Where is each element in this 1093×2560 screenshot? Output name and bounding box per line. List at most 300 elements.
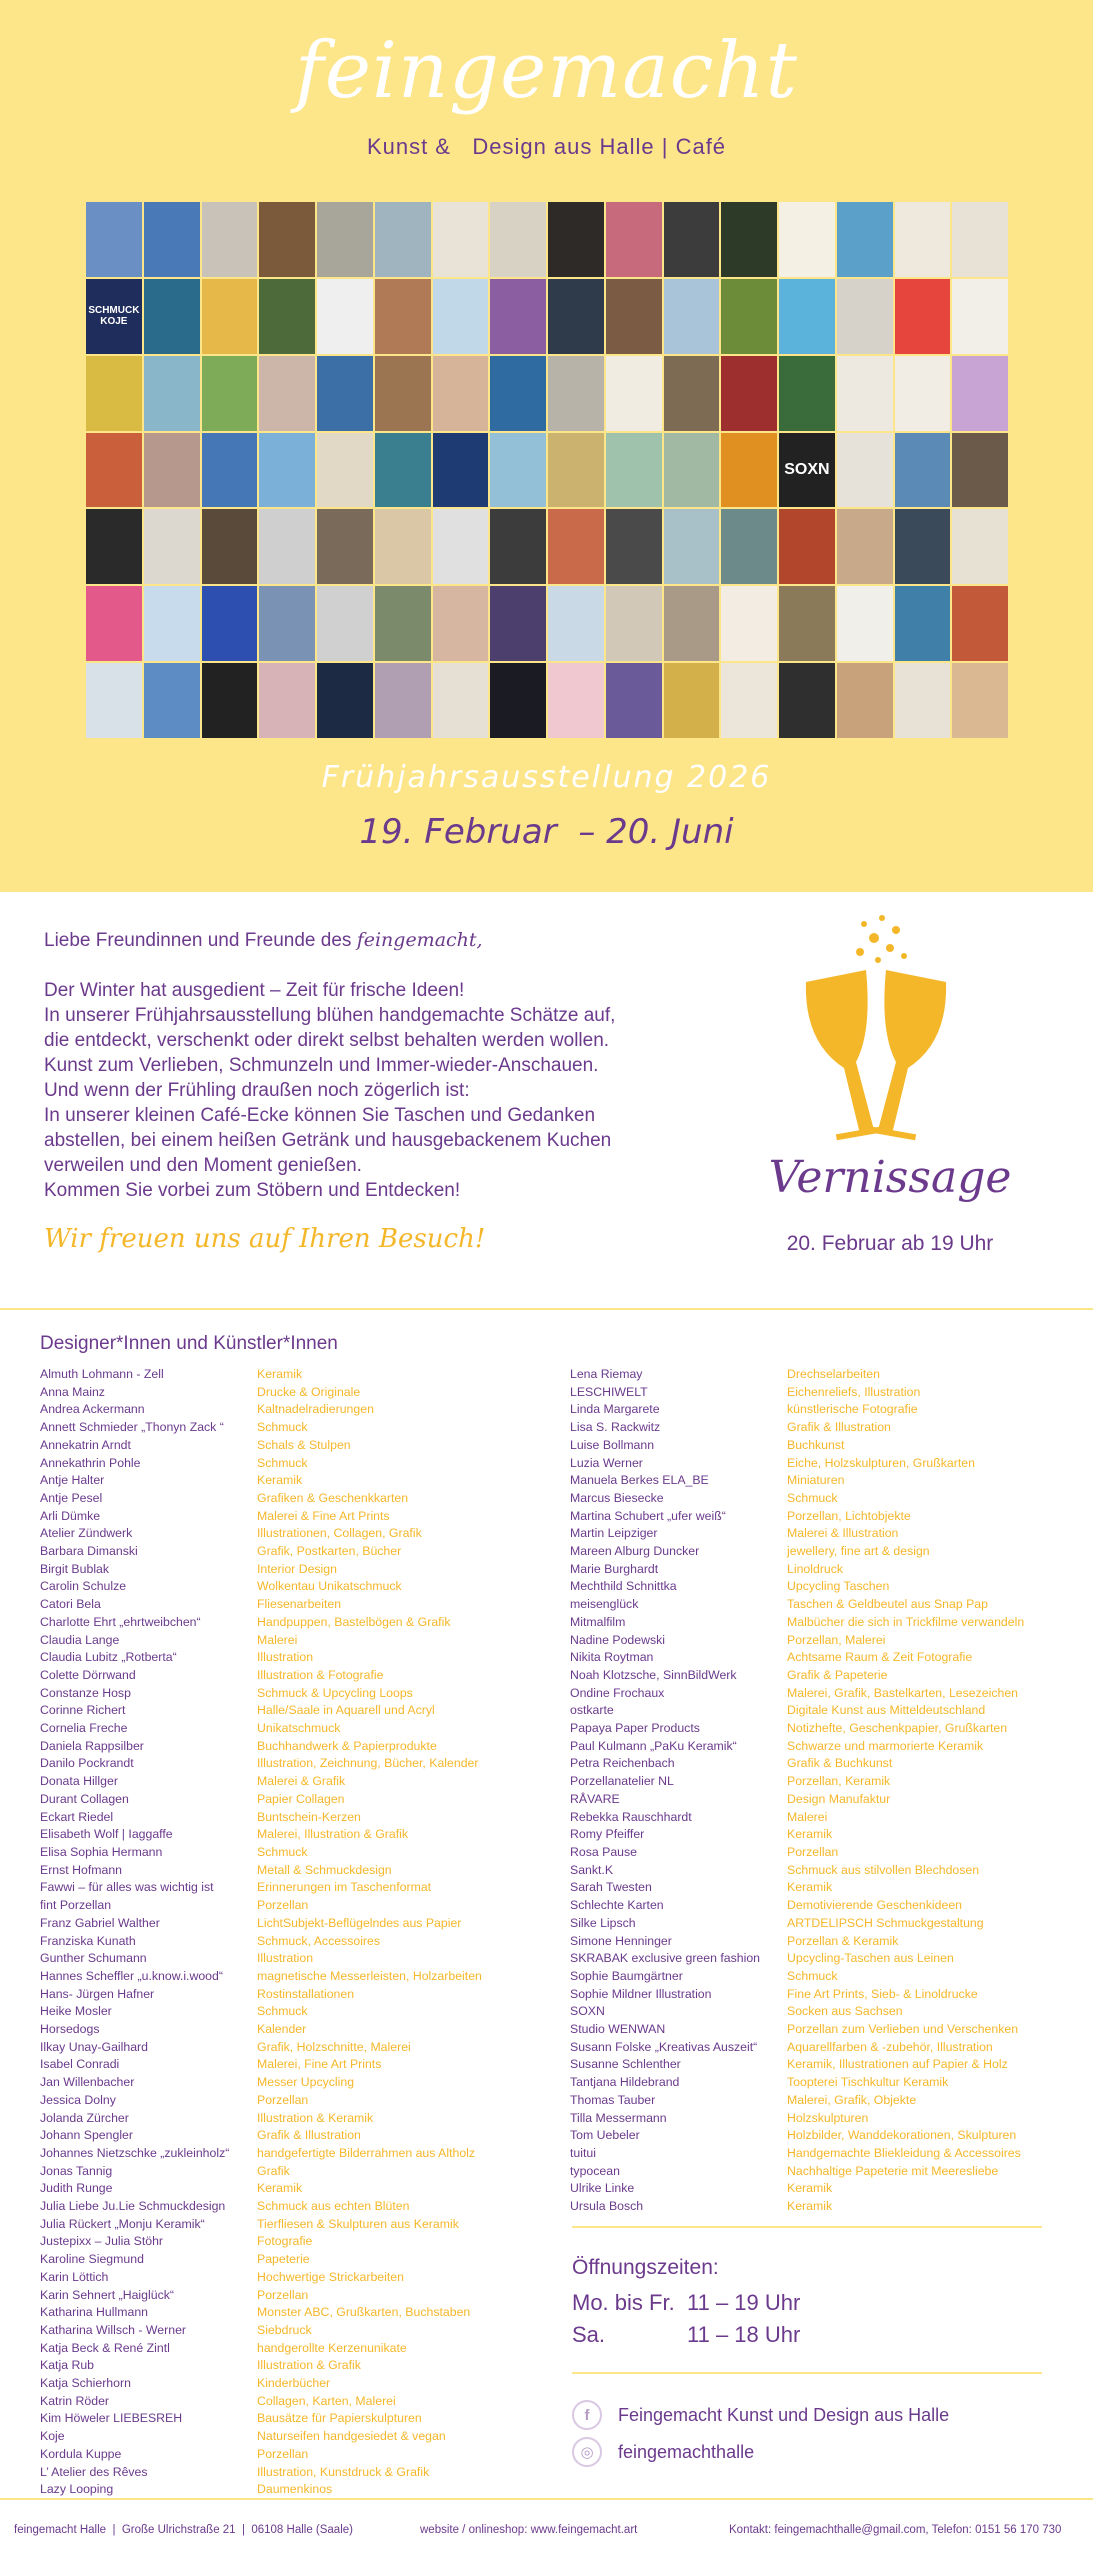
artwork-tile <box>664 509 720 584</box>
designer-craft: Malerei & Illustration <box>787 1526 899 1541</box>
designer-craft: Daumenkinos <box>257 2482 333 2497</box>
artwork-tile <box>895 663 951 738</box>
designer-craft: Malerei <box>787 1809 828 1824</box>
artwork-tile <box>837 586 893 661</box>
designer-craft: Schmuck <box>257 1844 308 1859</box>
artwork-tile <box>259 202 315 277</box>
designer-craft: Rostinstallationen <box>257 1986 355 2001</box>
artwork-tile <box>837 433 893 508</box>
designer-craft: Toopterei Tischkultur Keramik <box>787 2075 949 2090</box>
designer-craft: Naturseifen handgesiedet & vegan <box>257 2429 446 2444</box>
artwork-tile <box>952 279 1008 354</box>
designer-name: Ondine Frochaux <box>570 1685 665 1700</box>
artwork-tile <box>837 663 893 738</box>
designer-craft: Schmuck <box>787 1490 838 1505</box>
designer-craft: Illustration & Keramik <box>257 2110 374 2125</box>
designer-name: SKRABAK exclusive green fashion <box>570 1951 761 1966</box>
artwork-tile <box>259 433 315 508</box>
artwork-tile <box>664 663 720 738</box>
artwork-tile <box>721 586 777 661</box>
artwork-tile <box>895 202 951 277</box>
instagram-icon: ◎ <box>572 2437 602 2467</box>
artwork-tile <box>433 279 489 354</box>
artwork-tile <box>664 202 720 277</box>
designer-name: SOXN <box>570 2004 605 2019</box>
designer-name: Andrea Ackermann <box>40 1402 145 1417</box>
designer-name: Sarah Twesten <box>570 1880 652 1895</box>
artwork-tile <box>490 356 546 431</box>
artwork-tile <box>721 356 777 431</box>
designer-name: Daniela Rappsilber <box>40 1738 144 1753</box>
designer-name: Annett Schmieder „Thonyn Zack “ <box>40 1420 224 1435</box>
designer-name: Katja Beck & René Zintl <box>40 2340 170 2355</box>
artwork-tile <box>259 356 315 431</box>
artwork-tile <box>144 356 200 431</box>
artwork-tile <box>895 433 951 508</box>
designer-craft: Fotografie <box>257 2234 313 2249</box>
greeting-brand: feingemacht, <box>356 929 483 951</box>
designer-craft: Illustration & Fotografie <box>257 1667 384 1682</box>
designer-name: Anna Mainz <box>40 1384 105 1399</box>
designer-name: Susanne Schlenther <box>570 2057 681 2072</box>
letter-line: verweilen und den Moment genießen. <box>44 1155 362 1176</box>
letter-line: abstellen, bei einem heißen Getränk und hausgebackenem Kuchen <box>44 1130 612 1151</box>
designer-name: fint Porzellan <box>40 1898 112 1913</box>
designer-craft: Porzellan, Keramik <box>787 1774 891 1789</box>
designer-craft: Handgemachte Bliekleidung & Accessoires <box>787 2145 1021 2160</box>
designer-craft: Buntschein-Kerzen <box>257 1809 361 1824</box>
designer-name: Johann Spengler <box>40 2128 133 2143</box>
designer-craft: Wolkentau Unikatschmuck <box>257 1579 402 1594</box>
designer-name: Antje Pesel <box>40 1490 103 1505</box>
designer-name: Mareen Alburg Duncker <box>570 1544 700 1559</box>
designer-craft: Porzellan <box>257 2446 309 2461</box>
artwork-tile <box>664 586 720 661</box>
artwork-mosaic <box>86 202 1008 738</box>
artwork-tile <box>144 433 200 508</box>
designer-name: Ulrike Linke <box>570 2181 635 2196</box>
designer-craft: ARTDELIPSCH Schmuckgestaltung <box>787 1915 984 1930</box>
designer-craft: Kaltnadelradierungen <box>257 1402 374 1417</box>
artwork-tile <box>202 202 258 277</box>
designer-name: Claudia Lange <box>40 1632 120 1647</box>
designer-names-column-2 <box>570 1366 760 2216</box>
designer-craft: Grafik & Illustration <box>257 2128 361 2143</box>
designer-craft: Keramik <box>257 1367 303 1381</box>
designer-name: Colette Dörrwand <box>40 1667 136 1682</box>
designer-craft: jewellery, fine art & design <box>787 1544 930 1559</box>
designer-name: Jonas Tannig <box>40 2163 113 2178</box>
artwork-tile <box>433 509 489 584</box>
designer-name: Karin Sehnert „Haiglück“ <box>40 2287 174 2302</box>
logo-wordmark: feingemacht <box>294 26 799 116</box>
exhibition-title: Frühjahrsausstellung 2026 <box>321 760 772 795</box>
artwork-tile <box>664 279 720 354</box>
artwork-tile <box>952 202 1008 277</box>
designer-name: Justepixx – Julia Stöhr <box>40 2234 164 2249</box>
designer-name: Karin Löttich <box>40 2269 109 2284</box>
designer-craft: Porzellan, Lichtobjekte <box>787 1508 911 1523</box>
designer-name: Hans- Jürgen Hafner <box>40 1986 155 2001</box>
artwork-tile <box>317 509 373 584</box>
designer-name: Schlechte Karten <box>570 1898 664 1913</box>
designer-name: Durant Collagen <box>40 1791 129 1806</box>
artwork-tile <box>86 433 142 508</box>
artwork-tile <box>548 586 604 661</box>
designer-craft: Bausätze für Papierskulpturen <box>257 2411 422 2426</box>
designer-craft: Schmuck <box>257 2004 308 2019</box>
designer-name: Mitmalfilm <box>570 1614 626 1629</box>
designer-craft: Handpuppen, Bastelbögen & Grafik <box>257 1614 451 1629</box>
artwork-tile <box>837 279 893 354</box>
artwork-tile <box>490 663 546 738</box>
designer-craft: Malerei, Illustration & Grafik <box>257 1827 409 1842</box>
instagram-link[interactable] <box>572 2437 754 2467</box>
designer-name: Martin Leipziger <box>570 1526 658 1541</box>
artwork-tile <box>202 356 258 431</box>
designer-craft: Schmuck aus stilvollen Blechdosen <box>787 1862 980 1877</box>
designer-name: Katharina Willsch - Werner <box>40 2322 187 2337</box>
designer-craft: Malerei <box>257 1632 298 1647</box>
designer-name: Martina Schubert „ufer weiß“ <box>570 1508 726 1523</box>
designer-name: Corinne Richert <box>40 1703 126 1718</box>
artwork-tile <box>144 202 200 277</box>
hours-row-saturday <box>572 2322 800 2348</box>
designer-name: Tom Uebeler <box>570 2128 640 2143</box>
footer-address: feingemacht Halle | Große Ulrichstraße 21 | 06108 Halle (Saale) <box>14 2524 353 2536</box>
artwork-tile <box>490 586 546 661</box>
artwork-tile <box>606 202 662 277</box>
designer-name: Katja Schierhorn <box>40 2376 131 2391</box>
designer-craft: Holzskulpturen <box>787 2110 869 2125</box>
designer-name: Barbara Dimanski <box>40 1544 138 1559</box>
artwork-tile <box>952 586 1008 661</box>
designer-craft: Malerei, Grafik, Objekte <box>787 2092 917 2107</box>
designer-craft: Illustration, Kunstdruck & Grafik <box>257 2464 430 2479</box>
designer-craft: Keramik <box>787 2199 833 2214</box>
designer-craft: Schals & Stulpen <box>257 1437 351 1452</box>
designer-name: Paul Kulmann „PaKu Keramik“ <box>570 1738 737 1753</box>
vernissage-date: 20. Februar ab 19 Uhr <box>786 1232 994 1255</box>
designer-craft: Illustrationen, Collagen, Grafik <box>257 1526 422 1541</box>
designer-craft: Upcycling Taschen <box>787 1579 890 1594</box>
designer-craft: Grafik <box>257 2163 290 2178</box>
designers-heading: Designer*Innen und Künstler*Innen <box>40 1333 338 1354</box>
greeting-prefix: Liebe Freundinnen und Freunde des <box>44 930 357 951</box>
artwork-tile <box>86 356 142 431</box>
designer-name: ostkarte <box>570 1703 614 1718</box>
artwork-tile <box>202 433 258 508</box>
artwork-tile <box>375 279 431 354</box>
artwork-tile <box>317 586 373 661</box>
designer-name: Koje <box>40 2429 65 2444</box>
champagne-glasses-icon <box>786 912 966 1152</box>
designer-name: Susann Folske „Kreativas Auszeit“ <box>570 2039 758 2054</box>
designer-name: Hannes Scheffler „u.know.i.wood“ <box>40 1968 223 1983</box>
designer-craft: Achtsame Raum & Zeit Fotografie <box>787 1650 973 1665</box>
artwork-tile <box>895 586 951 661</box>
designer-craft: magnetische Messerleisten, Holzarbeiten <box>257 1968 482 1983</box>
footer-website-link[interactable]: website / onlineshop: www.feingemacht.art <box>420 2524 638 2536</box>
artwork-tile <box>86 586 142 661</box>
artwork-tile <box>375 663 431 738</box>
designer-craft: Kalender <box>257 2022 307 2037</box>
designer-name: Claudia Lubitz „Rotberta“ <box>40 1650 177 1665</box>
designer-name: Atelier Zündwerk <box>40 1526 133 1541</box>
designer-craft: Porzellan zum Verlieben und Verschenken <box>787 2022 1019 2037</box>
designer-craft: Grafik & Papeterie <box>787 1667 888 1682</box>
designer-name: Simone Henninger <box>570 1933 672 1948</box>
artwork-tile <box>779 356 835 431</box>
designer-craft: Demotivierende Geschenkideen <box>787 1898 962 1913</box>
designer-craft: Design Manufaktur <box>787 1791 891 1806</box>
designer-craft: Notizhefte, Geschenkpapier, Grußkarten <box>787 1721 1008 1736</box>
designer-name: Judith Runge <box>40 2181 113 2196</box>
artwork-tile <box>952 509 1008 584</box>
designer-craft: Papier Collagen <box>257 1791 345 1806</box>
designer-name: Thomas Tauber <box>570 2092 656 2107</box>
designer-name: Noah Klotzsche, SinnBildWerk <box>570 1667 737 1682</box>
designer-craft: Nachhaltige Papeterie mit Meeresliebe <box>787 2163 999 2178</box>
designer-craft: Porzellan <box>257 1898 309 1913</box>
designer-craft: Malbücher die sich in Trickfilme verwandeln <box>787 1614 1025 1629</box>
designer-craft: Grafiken & Geschenkkarten <box>257 1490 409 1505</box>
artwork-tile <box>779 663 835 738</box>
designer-craft: Grafik & Buchkunst <box>787 1756 893 1771</box>
hours-time: 11 – 18 Uhr <box>687 2322 801 2347</box>
designer-craft: Porzellan <box>257 2092 309 2107</box>
designer-name: Katrin Röder <box>40 2393 110 2408</box>
artwork-tile <box>317 356 373 431</box>
designer-craft: Monster ABC, Grußkarten, Buchstaben <box>257 2305 471 2320</box>
facebook-link[interactable] <box>572 2400 949 2430</box>
artwork-tile <box>375 356 431 431</box>
designer-name: Arli Dümke <box>40 1508 101 1523</box>
signoff: Wir freuen uns auf Ihren Besuch! <box>44 1224 486 1254</box>
artwork-tile <box>548 279 604 354</box>
designer-name: Sophie Baumgärtner <box>570 1968 683 1983</box>
artwork-tile <box>86 202 142 277</box>
designer-craft: Schmuck <box>257 1420 308 1435</box>
designer-craft: Collagen, Karten, Malerei <box>257 2393 396 2408</box>
designer-craft: Schmuck, Accessoires <box>257 1933 381 1948</box>
designer-name: Katharina Hullmann <box>40 2305 149 2320</box>
hours-row-weekdays <box>572 2290 800 2316</box>
artwork-tile <box>895 356 951 431</box>
designer-craft: Papeterie <box>257 2252 310 2267</box>
designer-craft: Malerei & Grafik <box>257 1774 346 1789</box>
designer-craft: Porzellan <box>787 1844 839 1859</box>
letter-line: Und wenn der Frühling draußen noch zögerlich ist: <box>44 1080 470 1101</box>
hours-divider-top <box>572 2226 1042 2228</box>
letter-line: In unserer kleinen Café-Ecke können Sie Taschen und Gedanken <box>44 1105 596 1126</box>
facebook-label: Feingemacht Kunst und Design aus Halle <box>618 2404 950 2425</box>
artwork-tile <box>548 663 604 738</box>
designer-name: Isabel Conradi <box>40 2057 120 2072</box>
designer-craft: Kinderbücher <box>257 2376 331 2391</box>
designer-craft: Hochwertige Strickarbeiten <box>257 2269 404 2284</box>
artwork-tile <box>144 663 200 738</box>
designer-craft: Keramik, Illustrationen auf Papier & Holz <box>787 2057 1008 2072</box>
artwork-tile <box>548 356 604 431</box>
designer-name: Kim Höweler LIEBESREH <box>40 2411 183 2426</box>
artwork-tile <box>86 663 142 738</box>
artwork-tile <box>895 509 951 584</box>
designer-name: RÅVARE <box>570 1791 620 1806</box>
designer-name: Luzia Werner <box>570 1455 643 1470</box>
artwork-tile <box>721 202 777 277</box>
designer-craft: Erinnerungen im Taschenformat <box>257 1880 432 1895</box>
designer-names-column-1 <box>40 1366 229 2499</box>
designer-name: Silke Lipsch <box>570 1915 636 1930</box>
artwork-tile <box>548 433 604 508</box>
designer-name: Nikita Roytman <box>570 1650 654 1665</box>
designer-name: Franz Gabriel Walther <box>40 1915 160 1930</box>
designer-craft: Malerei, Fine Art Prints <box>257 2057 382 2072</box>
designer-name: Birgit Bublak <box>40 1561 110 1576</box>
artwork-tile <box>317 663 373 738</box>
designer-name: Karoline Siegmund <box>40 2252 144 2267</box>
designer-craft: Schmuck <box>257 1455 308 1470</box>
designer-name: Manuela Berkes ELA_BE <box>570 1473 709 1488</box>
designer-name: Tilla Messermann <box>570 2110 667 2125</box>
designer-name: Antje Halter <box>40 1473 105 1488</box>
designer-name: Donata Hillger <box>40 1774 118 1789</box>
designer-craft: Aquarellfarben & -zubehör, Illustration <box>787 2039 993 2054</box>
designer-craft: Digitale Kunst aus Mitteldeutschland <box>787 1703 986 1718</box>
designer-craft: handgefertigte Bilderrahmen aus Altholz <box>257 2145 476 2160</box>
designer-name: Franziska Kunath <box>40 1933 136 1948</box>
artwork-tile: SOXN <box>779 433 835 508</box>
artwork-tile <box>779 586 835 661</box>
designer-name: Jan Willenbacher <box>40 2075 135 2090</box>
designer-name: Romy Pfeiffer <box>570 1827 645 1842</box>
artwork-tile <box>952 663 1008 738</box>
designer-name: Elisabeth Wolf | Iaggaffe <box>40 1827 173 1842</box>
designer-craft: Keramik <box>257 2181 303 2196</box>
designer-name: Gunther Schumann <box>40 1951 147 1966</box>
designer-name: Kordula Kuppe <box>40 2446 122 2461</box>
artwork-tile <box>490 202 546 277</box>
designer-craft: Illustration & Grafik <box>257 2358 361 2373</box>
artwork-tile <box>317 279 373 354</box>
artwork-tile <box>144 509 200 584</box>
designer-name: Elisa Sophia Hermann <box>40 1844 163 1859</box>
designer-name: Almuth Lohmann - Zell <box>40 1367 164 1381</box>
vernissage-title: Vernissage <box>768 1152 1012 1203</box>
designer-name: Porzellanatelier NL <box>570 1774 674 1789</box>
artwork-tile <box>664 356 720 431</box>
artwork-tile <box>721 509 777 584</box>
designer-crafts-column-1 <box>257 1366 482 2499</box>
artwork-tile <box>202 663 258 738</box>
artwork-tile: SCHMUCK KOJE <box>86 279 142 354</box>
artwork-tile <box>490 509 546 584</box>
designer-name: Ernst Hofmann <box>40 1862 123 1877</box>
artwork-tile <box>259 586 315 661</box>
designer-name: Lazy Looping <box>40 2482 114 2497</box>
designer-name: Tantjana Hildebrand <box>570 2075 680 2090</box>
artwork-tile <box>490 433 546 508</box>
designer-craft: handgerollte Kerzenunikate <box>257 2340 407 2355</box>
designer-craft: Fliesenarbeiten <box>257 1597 342 1612</box>
designer-name: Jolanda Zürcher <box>40 2110 129 2125</box>
artwork-tile <box>779 279 835 354</box>
designer-name: meisenglück <box>570 1597 639 1612</box>
designer-name: tuitui <box>570 2145 596 2160</box>
designer-craft: Holzbilder, Wanddekorationen, Skulpturen <box>787 2128 1017 2143</box>
greeting <box>44 928 704 953</box>
invitation-letter <box>44 928 704 1203</box>
designer-craft: Tierfliesen & Skulpturen aus Keramik <box>257 2216 459 2231</box>
designer-craft: Drechselarbeiten <box>787 1367 880 1381</box>
artwork-tile <box>259 663 315 738</box>
designer-name: Eckart Riedel <box>40 1809 114 1824</box>
designer-craft: Eiche, Holzskulpturen, Grußkarten <box>787 1455 975 1470</box>
designer-craft: Unikatschmuck <box>257 1721 341 1736</box>
designer-name: Luise Bollmann <box>570 1437 655 1452</box>
designer-name: Studio WENWAN <box>570 2022 666 2037</box>
opening-hours-title: Öffnungszeiten: <box>572 2256 719 2279</box>
artwork-tile <box>779 202 835 277</box>
designer-name: LESCHIWELT <box>570 1384 648 1399</box>
designer-name: Lisa S. Rackwitz <box>570 1420 661 1435</box>
letter-line: In unserer Frühjahrsausstellung blühen handgemachte Schätze auf, <box>44 1005 616 1026</box>
designer-craft: LichtSubjekt-Beflügelndes aus Papier <box>257 1915 462 1930</box>
designer-craft: Keramik <box>787 1880 833 1895</box>
designer-craft: Illustration, Zeichnung, Bücher, Kalender <box>257 1756 479 1771</box>
designer-craft: Keramik <box>787 2181 833 2196</box>
artwork-tile <box>606 586 662 661</box>
designer-name: Constanze Hosp <box>40 1685 131 1700</box>
designer-name: Ursula Bosch <box>570 2199 644 2214</box>
artwork-tile <box>895 279 951 354</box>
designer-craft: Miniaturen <box>787 1473 845 1488</box>
artwork-tile <box>375 202 431 277</box>
designer-craft: Eichenreliefs, Illustration <box>787 1384 921 1399</box>
artwork-tile <box>837 202 893 277</box>
artwork-tile <box>606 509 662 584</box>
letter-line: die entdeckt, verschenkt oder direkt selbst behalten werden wollen. <box>44 1030 610 1051</box>
designer-name: Horsedogs <box>40 2022 100 2037</box>
designer-craft: Illustration <box>257 1650 314 1665</box>
artwork-tile <box>202 509 258 584</box>
artwork-tile <box>86 509 142 584</box>
designer-craft: Schmuck <box>787 1968 838 1983</box>
artwork-tile <box>779 509 835 584</box>
letter-line: Der Winter hat ausgedient – Zeit für frische Ideen! <box>44 980 465 1001</box>
designer-name: Rebekka Rauschhardt <box>570 1809 692 1824</box>
designer-name: Marcus Biesecke <box>570 1490 664 1505</box>
designer-craft: Linoldruck <box>787 1561 844 1576</box>
designer-name: Nadine Podewski <box>570 1632 666 1647</box>
designer-name: Sophie Mildner Illustration <box>570 1986 712 2001</box>
designer-craft: Malerei, Grafik, Bastelkarten, Lesezeichen <box>787 1685 1019 1700</box>
artwork-tile <box>317 433 373 508</box>
artwork-tile <box>721 433 777 508</box>
hours-divider-bottom <box>572 2372 1042 2374</box>
section-divider <box>0 1308 1093 1310</box>
designer-name: Rosa Pause <box>570 1844 637 1859</box>
artwork-tile <box>606 356 662 431</box>
designer-craft: Drucke & Originale <box>257 1384 361 1399</box>
designer-name: Julia Rückert „Monju Keramik“ <box>40 2216 205 2231</box>
designer-name: Linda Margarete <box>570 1402 660 1417</box>
designer-craft: Upcycling-Taschen aus Leinen <box>787 1951 954 1966</box>
artwork-tile <box>375 433 431 508</box>
designer-craft: Fine Art Prints, Sieb- & Linoldrucke <box>787 1986 978 2001</box>
designer-craft: Interior Design <box>257 1561 337 1576</box>
